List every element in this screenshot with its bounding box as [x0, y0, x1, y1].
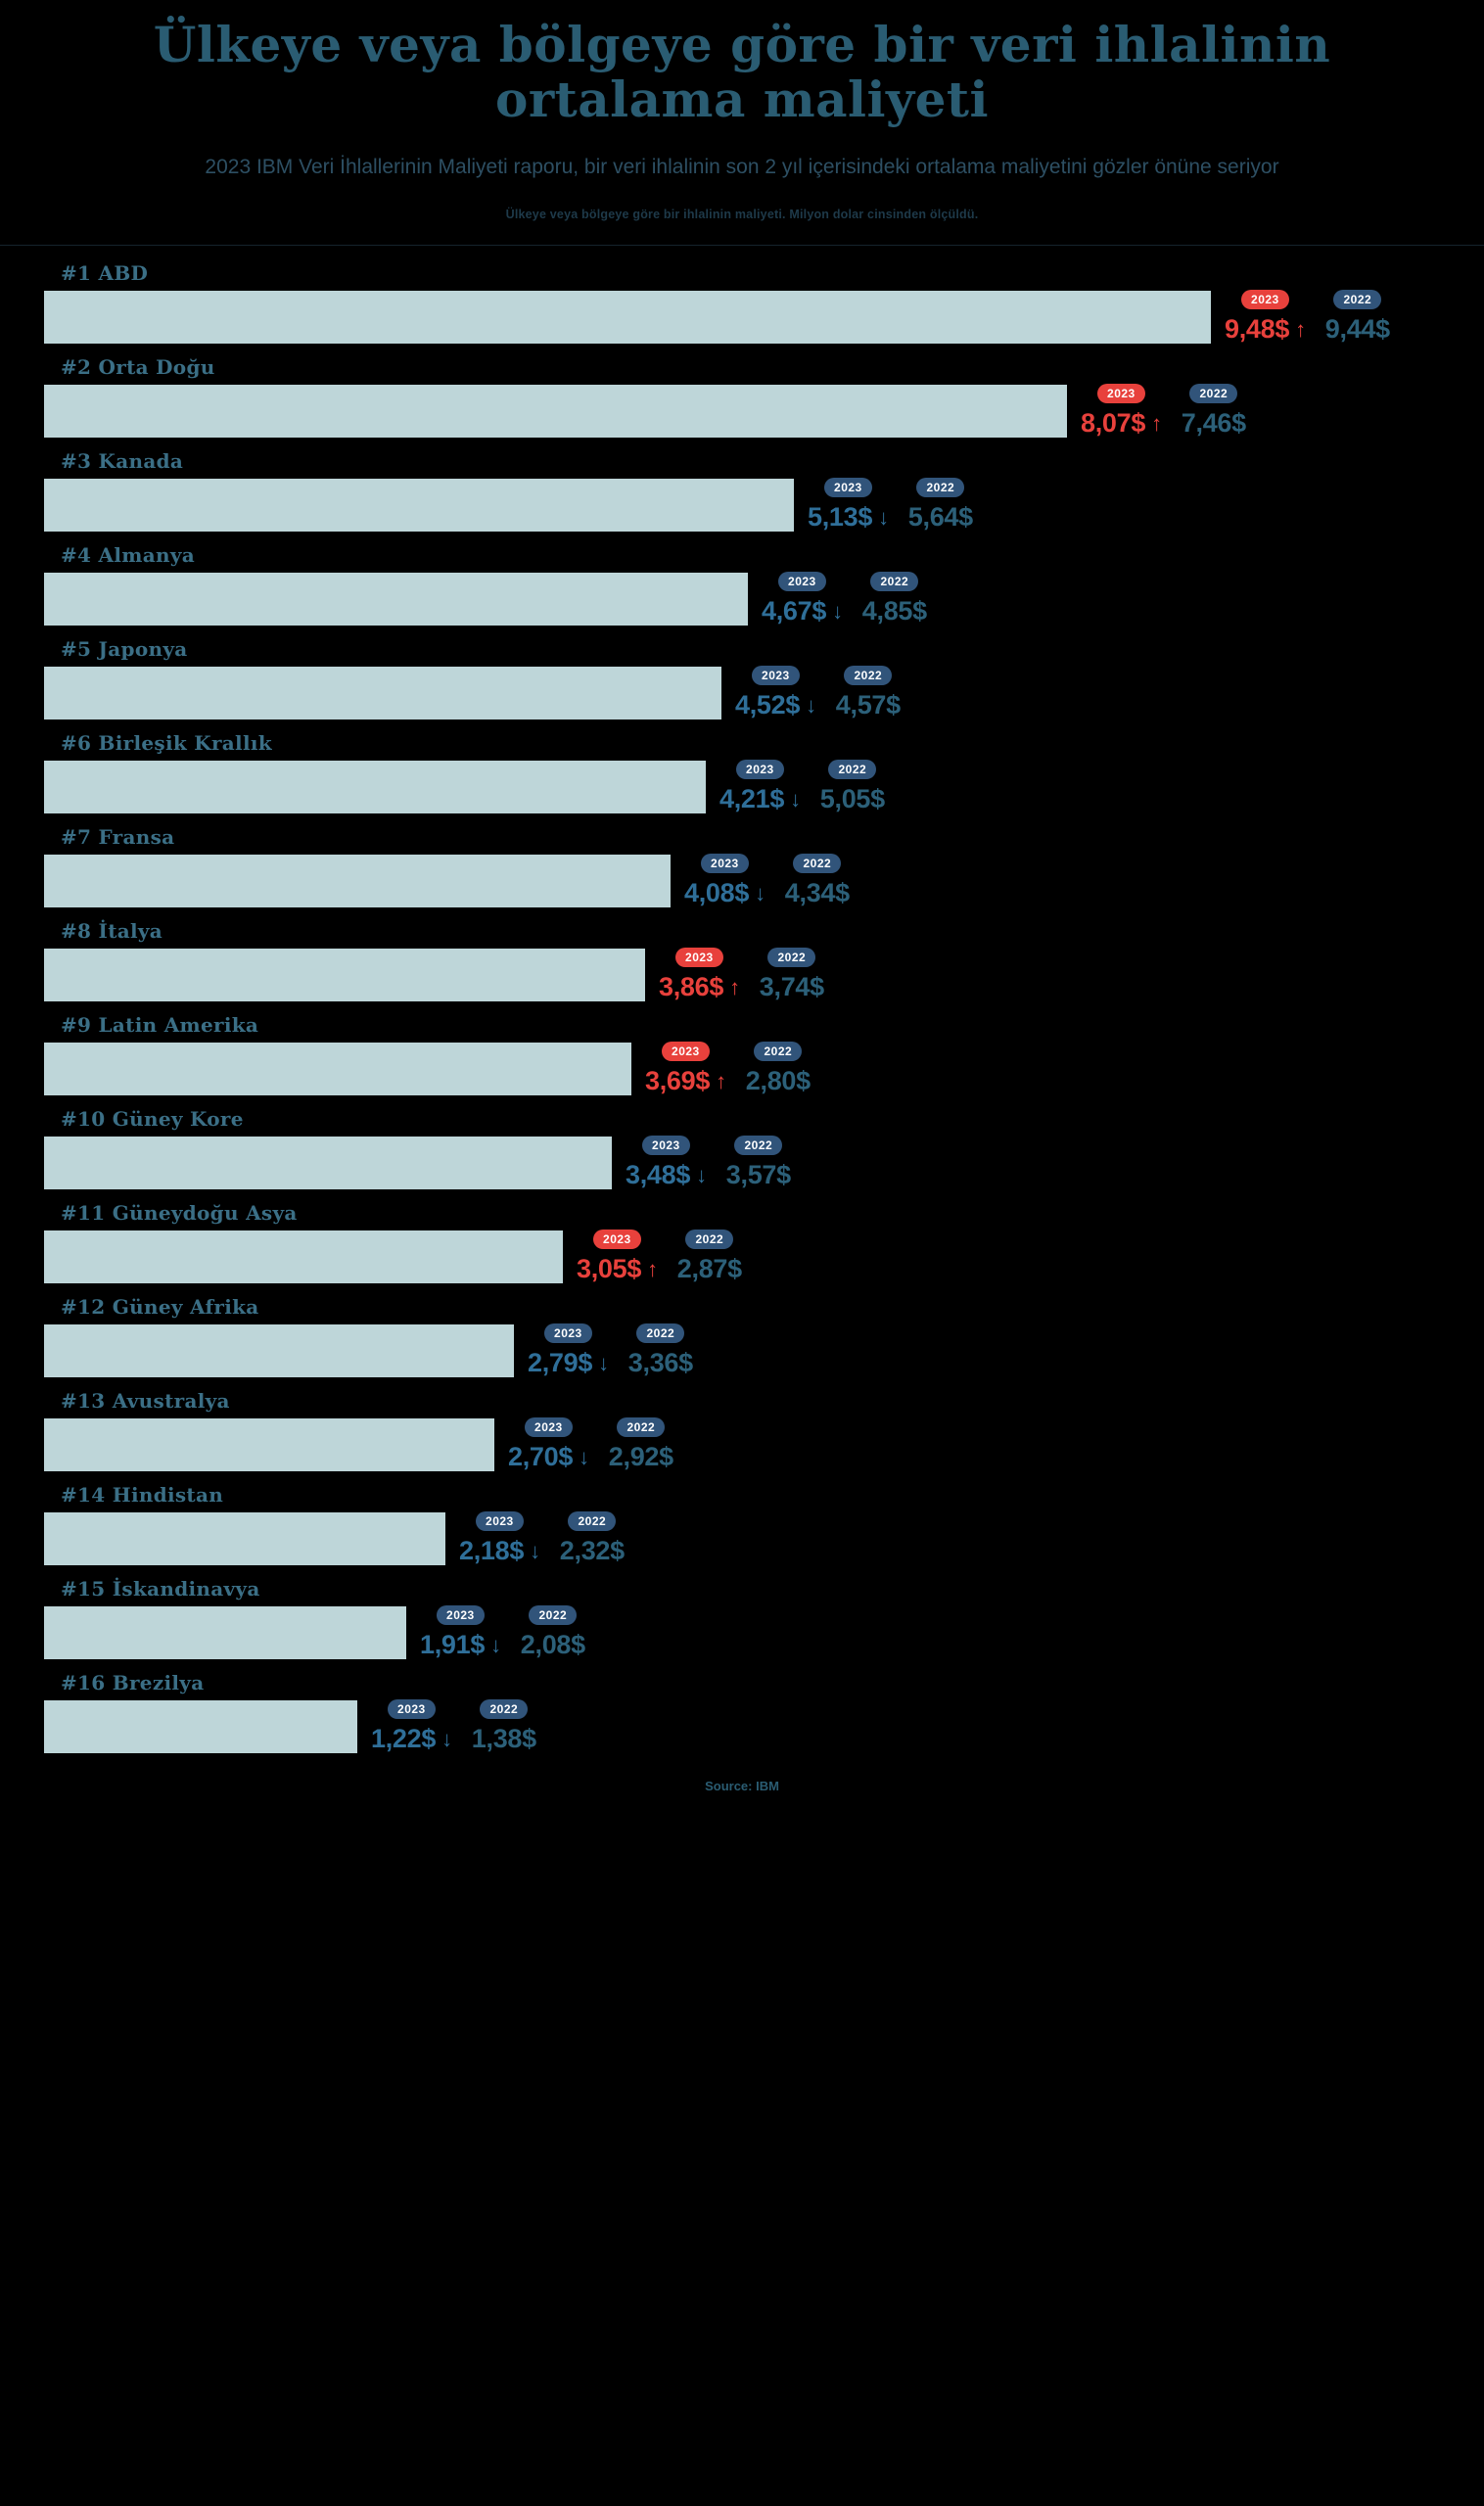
current-value-number: 5,13$	[808, 502, 873, 533]
current-value-number: 4,21$	[719, 784, 785, 814]
source-label: Source: IBM	[705, 1779, 779, 1794]
previous-value-text: 2,32$	[559, 1536, 625, 1566]
previous-value-text: 3,74$	[759, 972, 824, 1002]
bar-line	[0, 385, 1484, 438]
country-label: #12 Güney Afrika	[61, 1295, 259, 1320]
bar-line	[0, 761, 1484, 813]
current-value-number: 3,69$	[645, 1066, 711, 1096]
page-title: Ülkeye veya bölgeye göre bir veri ihlalinin ortalama maliyeti	[153, 16, 1331, 128]
value-group	[626, 1136, 791, 1190]
value-group	[459, 1511, 625, 1566]
value-group	[577, 1230, 742, 1284]
year-badge-current: 2023	[544, 1323, 592, 1343]
current-year-value	[735, 666, 816, 720]
bar-line	[0, 1512, 1484, 1565]
value-group	[684, 854, 850, 908]
value-bar	[44, 291, 1211, 344]
year-badge-previous: 2022	[617, 1417, 665, 1437]
current-value-number: 2,79$	[528, 1348, 593, 1378]
value-group	[735, 666, 901, 720]
bar-line	[0, 1137, 1484, 1189]
current-year-value	[659, 948, 740, 1002]
bar-line	[0, 479, 1484, 532]
previous-value-text: 2,87$	[676, 1254, 742, 1284]
current-year-value	[684, 854, 765, 908]
header	[0, 0, 1484, 221]
year-badge-previous: 2022	[480, 1699, 528, 1719]
current-value-text	[1225, 314, 1306, 345]
country-label: #5 Japonya	[61, 637, 188, 662]
previous-value-text: 5,05$	[819, 784, 885, 814]
year-badge-previous: 2022	[793, 854, 841, 873]
current-value-number: 4,08$	[684, 878, 750, 908]
previous-value-text: 4,34$	[784, 878, 850, 908]
previous-year-value	[836, 666, 901, 720]
current-value-text	[684, 878, 765, 908]
current-value-text	[577, 1254, 658, 1284]
value-bar	[44, 1700, 357, 1753]
country-label: #7 Fransa	[61, 825, 175, 850]
bar-line	[0, 1324, 1484, 1377]
value-bar	[44, 1324, 514, 1377]
previous-year-value	[560, 1511, 625, 1566]
current-value-number: 2,70$	[508, 1442, 574, 1472]
arrow-down-icon: ↓	[755, 880, 765, 905]
arrow-up-icon: ↑	[647, 1256, 658, 1281]
current-value-text	[808, 502, 889, 533]
year-badge-previous: 2022	[685, 1230, 733, 1249]
chart-row	[0, 719, 1484, 813]
year-badge-previous: 2022	[767, 948, 815, 967]
previous-year-value	[628, 1323, 693, 1378]
arrow-down-icon: ↓	[832, 598, 843, 624]
value-group	[808, 478, 973, 533]
year-badge-current: 2023	[824, 478, 872, 497]
arrow-down-icon: ↓	[441, 1726, 452, 1751]
chart-row	[0, 1001, 1484, 1095]
chart-row	[0, 1283, 1484, 1377]
value-bar	[44, 855, 671, 907]
current-year-value	[645, 1042, 726, 1096]
year-badge-previous: 2022	[844, 666, 892, 685]
country-label: #13 Avustralya	[61, 1389, 230, 1414]
chart-row	[0, 1095, 1484, 1189]
value-bar	[44, 761, 706, 813]
value-bar	[44, 1230, 563, 1283]
arrow-down-icon: ↓	[490, 1632, 501, 1657]
bar-line	[0, 1043, 1484, 1095]
value-group	[1081, 384, 1246, 439]
current-value-number: 3,48$	[626, 1160, 691, 1190]
current-value-number: 1,91$	[420, 1630, 486, 1660]
current-year-value	[719, 760, 801, 814]
arrow-down-icon: ↓	[530, 1538, 540, 1563]
year-badge-previous: 2022	[1333, 290, 1381, 309]
previous-value-text: 1,38$	[471, 1724, 536, 1754]
year-badge-current: 2023	[662, 1042, 710, 1061]
arrow-down-icon: ↓	[579, 1444, 589, 1469]
bar-line	[0, 855, 1484, 907]
chart-row	[0, 813, 1484, 907]
year-badge-current: 2023	[701, 854, 749, 873]
current-value-text	[719, 784, 801, 814]
chart-row	[0, 1659, 1484, 1753]
current-year-value	[508, 1417, 589, 1472]
country-label: #1 ABD	[61, 261, 149, 286]
previous-value-text: 5,64$	[907, 502, 973, 533]
bar-line	[0, 1606, 1484, 1659]
value-bar	[44, 1512, 445, 1565]
value-bar	[44, 1606, 406, 1659]
current-value-number: 8,07$	[1081, 408, 1146, 439]
chart-row	[0, 626, 1484, 719]
country-label: #11 Güneydoğu Asya	[61, 1201, 298, 1226]
previous-year-value	[1182, 384, 1246, 439]
country-label: #3 Kanada	[61, 449, 184, 474]
current-value-number: 1,22$	[371, 1724, 437, 1754]
arrow-down-icon: ↓	[598, 1350, 609, 1375]
year-badge-current: 2023	[525, 1417, 573, 1437]
current-value-text	[420, 1630, 501, 1660]
value-group	[762, 572, 927, 626]
arrow-up-icon: ↑	[729, 974, 740, 999]
chart-row	[0, 438, 1484, 532]
previous-value-text: 7,46$	[1181, 408, 1246, 439]
country-label: #16 Brezilya	[61, 1671, 205, 1695]
chart-row	[0, 907, 1484, 1001]
arrow-up-icon: ↑	[716, 1068, 726, 1093]
chart-row	[0, 250, 1484, 344]
country-label: #6 Birleşik Krallık	[61, 731, 272, 756]
current-year-value	[1081, 384, 1162, 439]
value-bar	[44, 385, 1067, 438]
previous-year-value	[785, 854, 850, 908]
previous-year-value	[472, 1699, 536, 1754]
value-group	[719, 760, 885, 814]
current-value-number: 4,52$	[735, 690, 801, 720]
bar-chart	[0, 245, 1484, 1753]
country-label: #9 Latin Amerika	[61, 1013, 259, 1038]
country-label: #14 Hindistan	[61, 1483, 224, 1508]
value-group	[371, 1699, 536, 1754]
country-label: #2 Orta Doğu	[61, 355, 215, 380]
year-badge-current: 2023	[752, 666, 800, 685]
year-badge-previous: 2022	[916, 478, 964, 497]
previous-year-value	[760, 948, 824, 1002]
year-badge-previous: 2022	[828, 760, 876, 779]
year-badge-previous: 2022	[870, 572, 918, 591]
previous-year-value	[677, 1230, 742, 1284]
current-value-text	[645, 1066, 726, 1096]
bar-line	[0, 1418, 1484, 1471]
bar-line	[0, 291, 1484, 344]
bar-line	[0, 1230, 1484, 1283]
value-bar	[44, 949, 645, 1001]
previous-year-value	[609, 1417, 673, 1472]
year-badge-previous: 2022	[636, 1323, 684, 1343]
bar-line	[0, 667, 1484, 719]
value-bar	[44, 667, 721, 719]
year-badge-previous: 2022	[529, 1605, 577, 1625]
previous-year-value	[746, 1042, 811, 1096]
year-badge-current: 2023	[388, 1699, 436, 1719]
current-value-text	[626, 1160, 707, 1190]
year-badge-previous: 2022	[568, 1511, 616, 1531]
year-badge-current: 2023	[675, 948, 723, 967]
page-subtitle: 2023 IBM Veri İhlallerinin Maliyeti raporu, bir veri ihlalinin son 2 yıl içerisindeki ortalama maliyetini gözler önüne seriyor	[205, 156, 1279, 178]
current-value-number: 9,48$	[1225, 314, 1290, 345]
chart-row	[0, 1377, 1484, 1471]
value-bar	[44, 573, 748, 626]
previous-year-value	[726, 1136, 791, 1190]
chart-row	[0, 1565, 1484, 1659]
current-value-text	[371, 1724, 452, 1754]
previous-value-text: 3,36$	[627, 1348, 693, 1378]
chart-row	[0, 1189, 1484, 1283]
year-badge-previous: 2022	[734, 1136, 782, 1155]
year-badge-current: 2023	[476, 1511, 524, 1531]
arrow-up-icon: ↑	[1151, 410, 1162, 436]
previous-year-value	[908, 478, 973, 533]
current-year-value	[459, 1511, 540, 1566]
country-label: #8 İtalya	[61, 919, 163, 944]
current-year-value	[1225, 290, 1306, 345]
value-group	[659, 948, 824, 1002]
current-year-value	[371, 1699, 452, 1754]
year-badge-previous: 2022	[754, 1042, 802, 1061]
bar-line	[0, 1700, 1484, 1753]
year-badge-current: 2023	[1241, 290, 1289, 309]
chart-row	[0, 532, 1484, 626]
value-group	[508, 1417, 673, 1472]
current-value-number: 2,18$	[459, 1536, 525, 1566]
value-bar	[44, 1043, 631, 1095]
previous-value-text: 4,85$	[861, 596, 927, 626]
value-bar	[44, 479, 794, 532]
previous-value-text: 3,57$	[725, 1160, 791, 1190]
bar-line	[0, 573, 1484, 626]
previous-value-text: 2,92$	[608, 1442, 673, 1472]
current-value-text	[508, 1442, 589, 1472]
year-badge-current: 2023	[593, 1230, 641, 1249]
value-group	[1225, 290, 1390, 345]
value-group	[528, 1323, 693, 1378]
current-value-number: 3,86$	[659, 972, 724, 1002]
current-year-value	[626, 1136, 707, 1190]
country-label: #15 İskandinavya	[61, 1577, 260, 1601]
arrow-down-icon: ↓	[878, 504, 889, 530]
current-year-value	[808, 478, 889, 533]
year-badge-previous: 2022	[1189, 384, 1237, 403]
previous-value-text: 4,57$	[835, 690, 901, 720]
current-year-value	[420, 1605, 501, 1660]
current-value-text	[459, 1536, 540, 1566]
chart-row	[0, 344, 1484, 438]
previous-year-value	[521, 1605, 585, 1660]
previous-value-text: 2,80$	[745, 1066, 811, 1096]
value-group	[420, 1605, 585, 1660]
previous-year-value	[1325, 290, 1390, 345]
previous-value-text: 2,08$	[520, 1630, 585, 1660]
previous-value-text: 9,44$	[1324, 314, 1390, 345]
arrow-up-icon: ↑	[1295, 316, 1306, 342]
chart-note: Ülkeye veya bölgeye göre bir ihlalinin maliyeti. Milyon dolar cinsinden ölçüldü.	[505, 208, 979, 222]
current-year-value	[528, 1323, 609, 1378]
year-badge-current: 2023	[778, 572, 826, 591]
current-value-number: 3,05$	[577, 1254, 642, 1284]
current-value-text	[762, 596, 843, 626]
year-badge-current: 2023	[1097, 384, 1145, 403]
current-value-text	[735, 690, 816, 720]
country-label: #4 Almanya	[61, 543, 195, 568]
current-value-text	[659, 972, 740, 1002]
current-value-text	[1081, 408, 1162, 439]
value-group	[645, 1042, 811, 1096]
value-bar	[44, 1137, 612, 1189]
arrow-down-icon: ↓	[790, 786, 801, 812]
arrow-down-icon: ↓	[806, 692, 816, 718]
country-label: #10 Güney Kore	[61, 1107, 244, 1132]
value-bar	[44, 1418, 494, 1471]
chart-row	[0, 1471, 1484, 1565]
bar-line	[0, 949, 1484, 1001]
previous-year-value	[862, 572, 927, 626]
arrow-down-icon: ↓	[696, 1162, 707, 1187]
previous-year-value	[820, 760, 885, 814]
current-value-text	[528, 1348, 609, 1378]
current-year-value	[762, 572, 843, 626]
year-badge-current: 2023	[437, 1605, 485, 1625]
current-value-number: 4,67$	[762, 596, 827, 626]
year-badge-current: 2023	[736, 760, 784, 779]
year-badge-current: 2023	[642, 1136, 690, 1155]
current-year-value	[577, 1230, 658, 1284]
